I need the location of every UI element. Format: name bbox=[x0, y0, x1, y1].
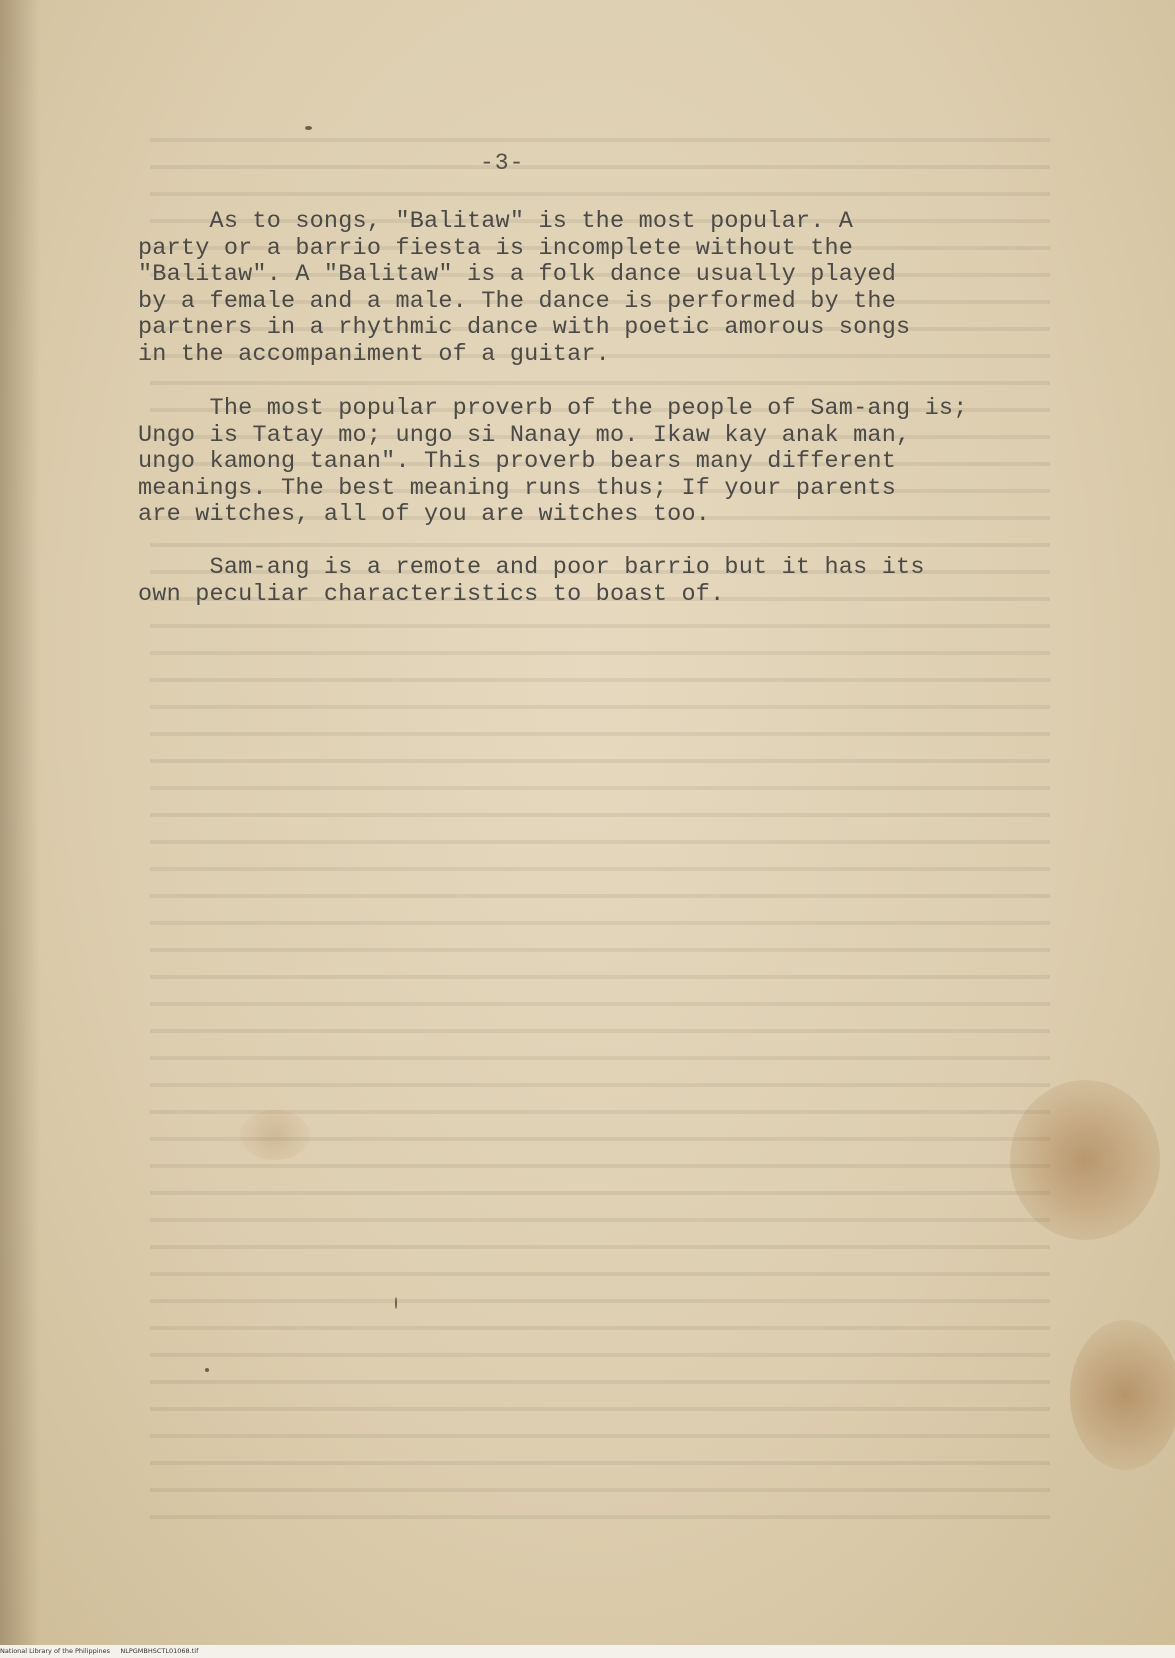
scan-footer: National Library of the Philippines NLPGMBHSCTL01068.tif bbox=[0, 1645, 1175, 1658]
text-line: partners in a rhythmic dance with poetic amorous songs bbox=[138, 314, 911, 342]
text-line: own peculiar characteristics to boast of. bbox=[138, 580, 725, 608]
page-number: -3- bbox=[480, 150, 525, 176]
text-line: party or a barrio fiesta is incomplete without the bbox=[138, 234, 854, 262]
paragraph-songs bbox=[138, 209, 910, 369]
page-edge-shadow bbox=[0, 0, 40, 1645]
paragraph-characteristics bbox=[138, 555, 925, 608]
text-line: meanings. The best meaning runs thus; If your parents bbox=[138, 474, 897, 502]
text-line: Sam-ang is a remote and poor barrio but it has its bbox=[138, 554, 925, 581]
ink-speck bbox=[395, 1297, 397, 1309]
text-line: The most popular proverb of the people of Sam-ang is; bbox=[138, 395, 968, 422]
text-line: ungo kamong tanan". This proverb bears many different bbox=[138, 448, 897, 476]
ink-speck bbox=[205, 1368, 209, 1372]
ink-speck bbox=[305, 126, 312, 130]
water-stain bbox=[1070, 1320, 1175, 1470]
water-stain bbox=[240, 1110, 310, 1160]
water-stain bbox=[1010, 1080, 1160, 1240]
text-line: "Balitaw". A "Balitaw" is a folk dance usually played bbox=[138, 261, 897, 289]
paragraph-proverb bbox=[138, 396, 968, 529]
text-line: As to songs, "Balitaw" is the most popular. A bbox=[138, 208, 854, 235]
text-line: in the accompaniment of a guitar. bbox=[138, 340, 610, 368]
text-line: by a female and a male. The dance is performed by the bbox=[138, 287, 897, 315]
text-line: are witches, all of you are witches too. bbox=[138, 501, 711, 529]
text-line: Ungo is Tatay mo; ungo si Nanay mo. Ikaw kay anak man, bbox=[138, 421, 911, 449]
